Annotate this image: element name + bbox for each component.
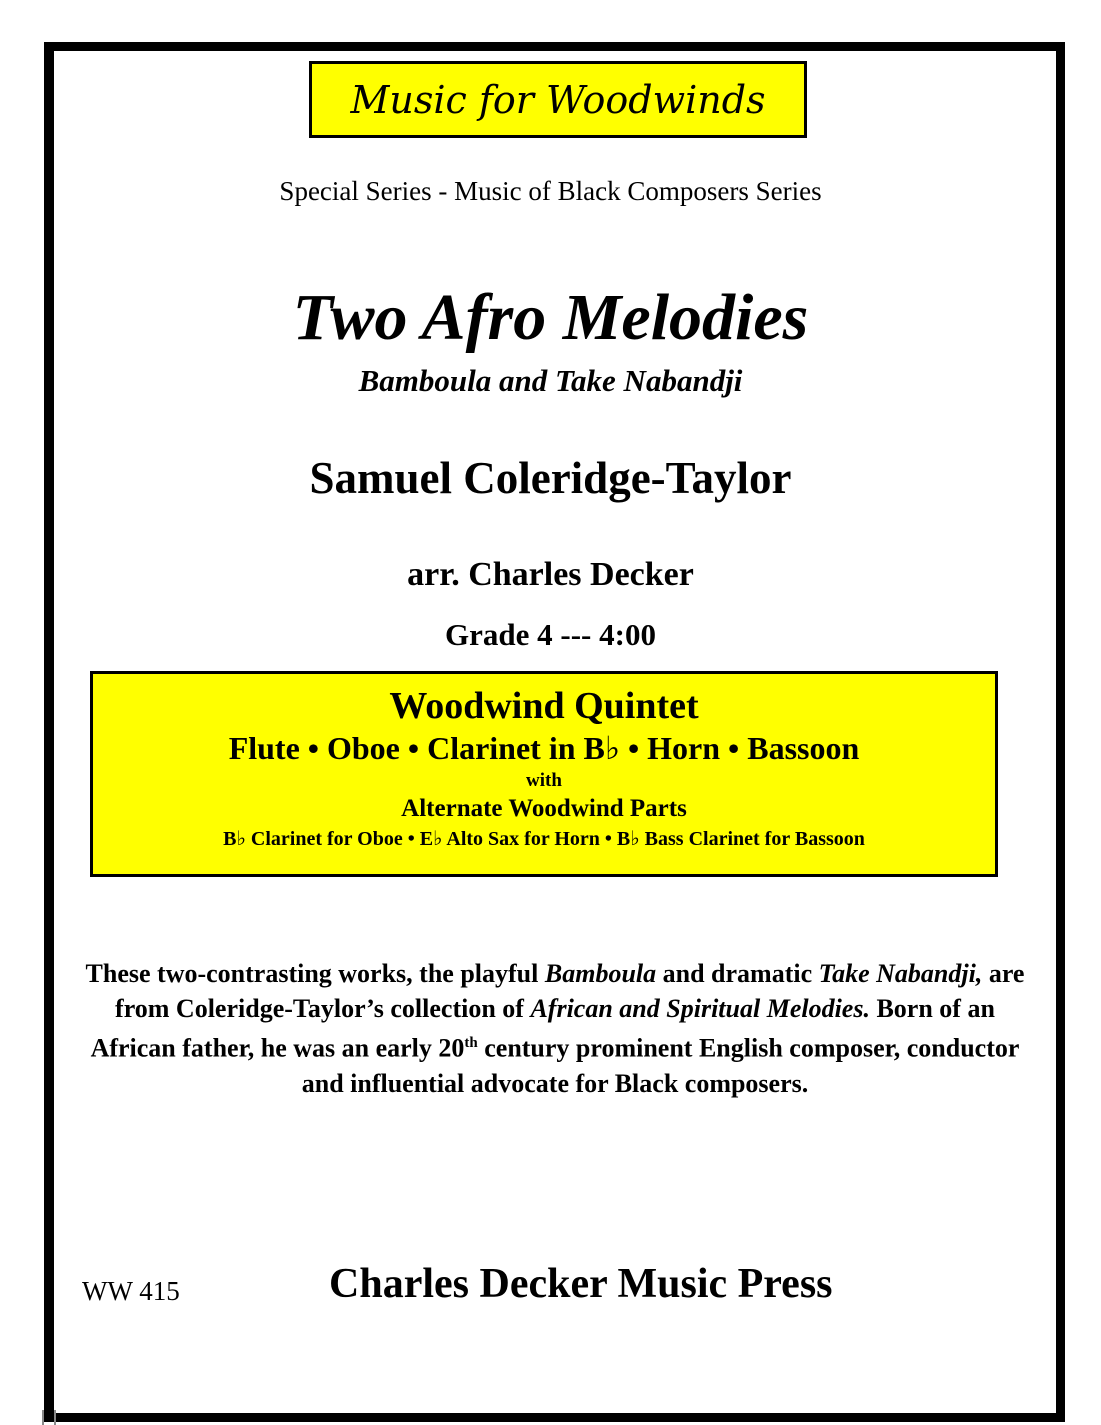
catalog-number: WW 415 (82, 1276, 180, 1306)
alternate-parts-title: Alternate Woodwind Parts (401, 795, 687, 822)
description-text: These two-contrasting works, the playful (85, 959, 545, 988)
series-badge: Music for Woodwinds (309, 61, 807, 138)
description-text: and dramatic (656, 959, 819, 988)
ensemble-box (90, 671, 998, 877)
ensemble-with: with (526, 770, 562, 791)
series-line: Special Series - Music of Black Composers Series (279, 176, 822, 206)
page-title: Two Afro Melodies (292, 281, 809, 354)
composer-name: Samuel Coleridge-Taylor (309, 453, 792, 503)
description-text: century prominent English composer, conductor and influential advocate for Black composers. (301, 1033, 1020, 1098)
grade-duration: Grade 4 --- 4:00 (445, 617, 656, 652)
page-subtitle: Bamboula and Take Nabandji (358, 363, 743, 398)
description-italic: African and Spiritual Melodies. (530, 994, 870, 1023)
publisher-name: Charles Decker Music Press (329, 1261, 833, 1307)
ensemble-instruments: Flute • Oboe • Clarinet in B♭ • Horn • Bassoon (228, 730, 860, 766)
alternate-parts-list: B♭ Clarinet for Oboe • E♭ Alto Sax for Horn • B♭ Bass Clarinet for Bassoon (223, 828, 865, 850)
description-superscript: th (464, 1035, 478, 1051)
description-italic: Bamboula (544, 959, 657, 988)
arranger-name: arr. Charles Decker (407, 556, 694, 593)
description-text: are from Coleridge-Taylor’s collection of (115, 959, 1025, 1023)
ensemble-title: Woodwind Quintet (389, 685, 699, 727)
description-paragraph (80, 956, 1030, 1101)
description-italic: Take Nabandji, (818, 959, 983, 988)
description-text: Born of an African father, he was an early 20 (90, 994, 995, 1063)
margin-lines (42, 1410, 66, 1425)
